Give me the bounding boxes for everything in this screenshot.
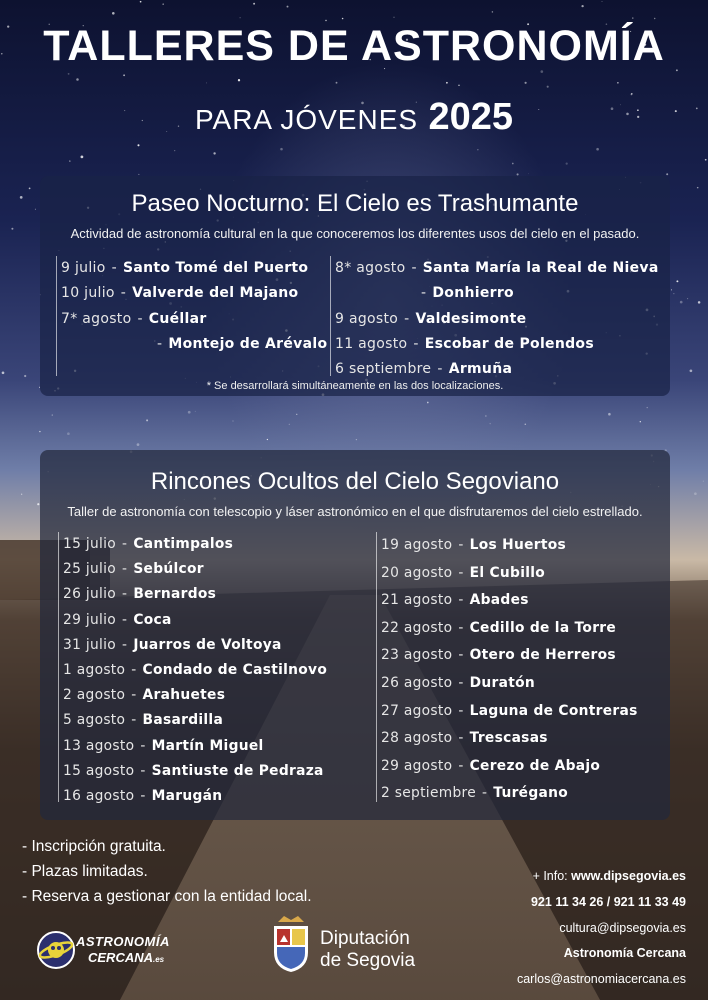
star: [671, 289, 672, 290]
schedule-row: [377, 670, 666, 698]
schedule-date: 31 julio: [63, 636, 117, 653]
schedule-date: 21 agosto: [381, 592, 453, 609]
schedule-date: 22 agosto: [381, 619, 453, 636]
star: [581, 5, 583, 7]
schedule-row: [59, 608, 358, 633]
star: [280, 148, 283, 151]
star: [617, 82, 619, 84]
schedule-row: [377, 532, 666, 560]
schedule-separator: -: [120, 285, 127, 302]
astronomia-cercana-logo: [36, 930, 176, 972]
subtitle-lead: PARA JÓVENES: [194, 104, 419, 135]
star: [232, 420, 233, 421]
star: [446, 82, 448, 84]
schedule-place: Arahuetes: [142, 687, 226, 704]
star: [654, 18, 655, 19]
dip-logo-line1: Diputación: [320, 928, 410, 949]
schedule-place: Sebúlcor: [133, 561, 204, 578]
schedule-row: [331, 281, 660, 306]
schedule-separator: -: [122, 586, 128, 603]
schedule-separator: -: [421, 285, 427, 302]
schedule-place: Santiuste de Pedraza: [151, 762, 324, 779]
star: [24, 375, 26, 377]
schedule-place: Valverde del Majano: [132, 285, 299, 302]
star: [698, 301, 701, 304]
diputacion-segovia-logo: [270, 912, 440, 976]
schedule-row: [377, 560, 666, 588]
star: [195, 411, 196, 412]
schedule-place: Cerezo de Abajo: [469, 757, 601, 774]
schedule-row: [59, 759, 358, 784]
star: [137, 443, 140, 446]
star: [393, 17, 394, 18]
star: [206, 82, 207, 83]
schedule-separator: -: [140, 737, 146, 754]
schedule-place: Cantimpalos: [133, 536, 234, 552]
star: [632, 17, 633, 18]
star: [703, 481, 704, 482]
star: [596, 148, 599, 151]
schedule-date: 26 agosto: [381, 674, 453, 691]
contact-email-carlos[interactable]: carlos@astronomiacercana.es: [516, 972, 686, 987]
star: [631, 93, 633, 95]
schedule-place: Turégano: [493, 785, 569, 802]
star: [52, 414, 53, 415]
schedule-row: [377, 642, 666, 670]
schedule-place: Trescasas: [469, 730, 548, 747]
schedule-place: Abades: [469, 592, 529, 609]
subtitle-year: 2025: [428, 96, 514, 138]
star: [138, 174, 139, 175]
schedule-separator: -: [413, 335, 419, 352]
schedule-separator: -: [481, 785, 488, 802]
schedule-separator: -: [131, 712, 137, 729]
schedule-row: [59, 633, 358, 658]
schedule-date: 28 agosto: [381, 730, 453, 747]
star: [492, 11, 494, 13]
rincones-title: Rincones Ocultos del Cielo Segoviano: [150, 468, 560, 495]
schedule-place: Santo Tomé del Puerto: [122, 260, 309, 276]
star: [238, 79, 240, 81]
schedule-row: [57, 332, 326, 357]
schedule-row: [377, 587, 666, 615]
schedule-separator: -: [122, 561, 128, 578]
schedule-separator: -: [157, 335, 163, 352]
schedule-date: 10 julio: [61, 285, 115, 302]
schedule-separator: -: [458, 647, 464, 664]
schedule-row: [59, 683, 358, 708]
contact-website-line: [517, 864, 686, 890]
star: [705, 159, 707, 161]
schedule-row: [377, 780, 666, 808]
star: [137, 144, 139, 146]
page-title: TALLERES DE ASTRONOMÍA: [43, 22, 665, 70]
schedule-date: 20 agosto: [381, 564, 453, 581]
star: [140, 1, 142, 3]
schedule-row: [331, 307, 660, 332]
star: [489, 423, 490, 424]
schedule-date: 25 julio: [63, 561, 117, 578]
star: [336, 82, 338, 84]
star: [213, 152, 215, 154]
star: [566, 162, 568, 164]
star: [289, 424, 290, 425]
star: [525, 424, 527, 426]
schedule-row: [57, 307, 326, 332]
star: [608, 413, 611, 416]
star: [342, 18, 344, 20]
schedule-place: Otero de Herreros: [469, 647, 616, 664]
schedule-place: Juarros de Voltoya: [133, 636, 282, 653]
schedule-separator: -: [404, 310, 410, 327]
schedule-row: [59, 734, 358, 759]
star: [188, 411, 191, 414]
schedule-place: Armuña: [448, 361, 513, 378]
schedule-place: Cedillo de la Torre: [469, 619, 617, 636]
schedule-place: Duratón: [469, 674, 536, 691]
star: [427, 402, 429, 404]
star: [68, 73, 70, 75]
star: [687, 298, 688, 299]
schedule-date: 16 agosto: [63, 788, 135, 805]
schedule-place: Coca: [133, 611, 172, 628]
star: [39, 431, 40, 432]
schedule-separator: -: [458, 730, 464, 747]
website-link[interactable]: www.dipsegovia.es: [571, 869, 686, 883]
coat-of-arms-icon: [270, 912, 312, 974]
schedule-separator: -: [458, 674, 464, 691]
schedule-date: 6 septiembre: [335, 361, 432, 378]
star: [602, 1, 603, 2]
schedule-row: [59, 582, 358, 607]
star: [680, 301, 683, 304]
schedule-place: Bernardos: [133, 586, 217, 603]
schedule-row: [59, 708, 358, 733]
schedule-date: 9 agosto: [335, 310, 399, 327]
star: [690, 369, 693, 372]
star: [547, 86, 549, 88]
schedule-separator: -: [131, 662, 137, 679]
schedule-place: Basardilla: [142, 712, 224, 729]
paseo-nocturno-panel: [40, 176, 670, 396]
star: [146, 419, 148, 421]
star: [11, 228, 13, 230]
contact-info: [517, 864, 686, 993]
star: [287, 6, 289, 8]
star: [694, 492, 697, 495]
schedule-date: 8* agosto: [335, 260, 406, 276]
paseo-description: Actividad de astronomía cultural en la que conoceremos los diferentes usos del cielo en el pasado.: [70, 226, 640, 241]
schedule-place: Martín Miguel: [151, 737, 264, 754]
schedule-place: Marugán: [151, 788, 223, 805]
star: [458, 85, 459, 86]
star: [525, 82, 527, 84]
star: [697, 187, 699, 189]
schedule-date: 7* agosto: [61, 310, 132, 327]
schedule-date: 29 julio: [63, 611, 117, 628]
star: [356, 439, 357, 440]
schedule-place: Montejo de Arévalo: [168, 335, 328, 352]
schedule-date: 5 agosto: [63, 712, 126, 729]
schedule-row: [331, 332, 660, 357]
rincones-schedule-left: [58, 532, 358, 805]
schedule-row: [59, 784, 358, 809]
schedule-row: [377, 615, 666, 643]
contact-phones: 921 11 34 26 / 921 11 33 49: [530, 894, 686, 909]
schedule-date: 13 agosto: [63, 737, 135, 754]
star: [174, 150, 175, 151]
star: [325, 20, 326, 21]
star: [676, 280, 678, 282]
astro-logo-line2: CERCANA.es: [88, 950, 165, 965]
star: [240, 17, 241, 18]
star: [528, 173, 529, 174]
schedule-row: [59, 658, 358, 683]
star: [21, 494, 22, 495]
schedule-separator: -: [111, 260, 117, 276]
schedule-place: Donhierro: [432, 285, 514, 302]
schedule-row: [57, 281, 326, 306]
schedule-separator: -: [122, 636, 128, 653]
rincones-description: Taller de astronomía con telescopio y láser astronómico en el que disfrutaremos del cielo estrellado.: [67, 504, 643, 519]
star: [673, 293, 674, 294]
schedule-date: 15 agosto: [63, 762, 135, 779]
schedule-date: 15 julio: [63, 536, 117, 552]
schedule-row: [377, 698, 666, 726]
schedule-date: 1 agosto: [63, 662, 126, 679]
schedule-place: Escobar de Polendos: [424, 335, 594, 352]
dip-logo-line2: de Segovia: [320, 950, 416, 971]
schedule-separator: -: [458, 757, 464, 774]
star: [20, 196, 23, 199]
schedule-date: 29 agosto: [381, 757, 453, 774]
schedule-place: Cuéllar: [148, 310, 207, 327]
contact-org: Astronomía Cercana: [563, 946, 686, 961]
schedule-place: Laguna de Contreras: [469, 702, 638, 719]
schedule-separator: -: [122, 536, 128, 552]
rincones-schedule-right: [376, 532, 666, 802]
schedule-place: Valdesimonte: [415, 310, 527, 327]
schedule-date: 2 septiembre: [381, 785, 476, 802]
condition-item: - Reserva a gestionar con la entidad local.: [22, 888, 312, 905]
conditions-list: [22, 834, 312, 909]
paseo-title: Paseo Nocturno: El Cielo es Trashumante: [131, 190, 579, 217]
info-prefix: + Info:: [532, 869, 572, 883]
schedule-date: 11 agosto: [335, 335, 408, 352]
schedule-separator: -: [458, 564, 464, 581]
star: [69, 160, 71, 162]
star: [512, 163, 514, 165]
condition-item: - Plazas limitadas.: [22, 863, 148, 880]
schedule-date: 26 julio: [63, 586, 117, 603]
star: [253, 3, 255, 5]
paseo-schedule-right: [330, 256, 660, 376]
astro-logo-line1: ASTRONOMÍA: [76, 934, 170, 949]
schedule-row: [59, 532, 358, 557]
schedule-separator: -: [411, 260, 417, 276]
star: [67, 432, 70, 435]
star: [477, 149, 478, 150]
star: [267, 439, 268, 440]
rincones-ocultos-panel: [40, 450, 670, 820]
schedule-row: [377, 753, 666, 781]
star: [123, 74, 125, 76]
contact-email-cultura[interactable]: cultura@dipsegovia.es: [559, 920, 686, 935]
star: [2, 371, 5, 374]
schedule-separator: -: [458, 592, 464, 609]
star: [35, 209, 36, 210]
star: [296, 414, 297, 415]
star: [485, 415, 486, 416]
schedule-date: 27 agosto: [381, 702, 453, 719]
star: [112, 12, 115, 15]
schedule-separator: -: [458, 702, 464, 719]
schedule-row: [331, 357, 660, 382]
condition-item: - Inscripción gratuita.: [22, 838, 166, 855]
paseo-schedule-left: [56, 256, 326, 376]
schedule-place: Los Huertos: [469, 537, 567, 553]
star: [647, 407, 648, 408]
star: [76, 78, 79, 81]
schedule-separator: -: [137, 310, 143, 327]
schedule-separator: -: [437, 361, 443, 378]
schedule-date: 23 agosto: [381, 647, 453, 664]
schedule-row: [59, 557, 358, 582]
paseo-footnote: * Se desarrollará simultáneamente en las dos localizaciones.: [206, 380, 504, 392]
star: [640, 421, 641, 422]
schedule-row: [377, 725, 666, 753]
star: [666, 173, 668, 175]
schedule-separator: -: [131, 687, 137, 704]
star: [162, 3, 164, 5]
star: [29, 188, 31, 190]
schedule-place: El Cubillo: [469, 564, 546, 581]
schedule-place: Condado de Castilnovo: [142, 662, 328, 679]
schedule-separator: -: [140, 762, 146, 779]
planet-telescope-icon: [36, 930, 76, 970]
schedule-separator: -: [458, 619, 464, 636]
schedule-row: [331, 256, 660, 281]
schedule-date: 2 agosto: [63, 687, 126, 704]
schedule-place: Santa María la Real de Nieva: [422, 260, 659, 276]
schedule-separator: -: [140, 788, 146, 805]
schedule-row: [57, 256, 326, 281]
star: [81, 156, 84, 159]
schedule-date: 19 agosto: [381, 537, 453, 553]
schedule-separator: -: [122, 611, 128, 628]
schedule-separator: -: [458, 537, 464, 553]
page-subtitle: [0, 96, 708, 139]
schedule-date: 9 julio: [61, 260, 106, 276]
